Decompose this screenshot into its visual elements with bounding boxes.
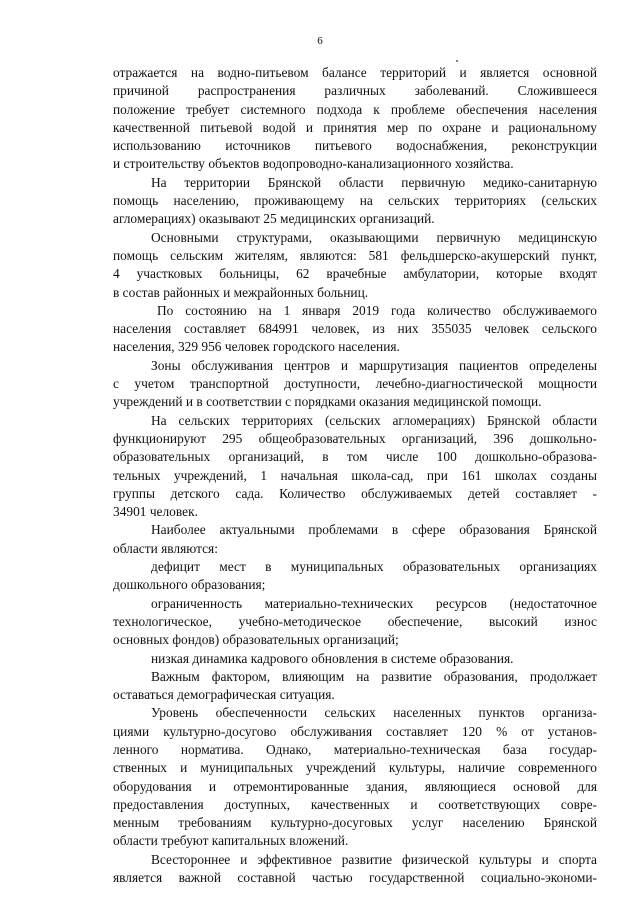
text-line: По состоянию на 1 января 2019 года количество обслуживаемого [157,302,597,318]
text-line: Наиболее актуальными проблемами в сфере образования Брянской [151,522,597,538]
text-line: 34901 человек. [113,504,198,520]
text-line: населения, 329 956 человек городского населения. [113,339,400,355]
text-line: Уровень обеспеченности сельских населенных пунктов организа- [151,705,597,721]
text-line: 4 участковых больницы, 62 врачебные амбулатории, которые входят [113,266,597,282]
scan-artifact-dot [456,60,458,62]
text-line: Основными структурами, оказывающими первичную медицинскую [151,229,597,245]
text-line: предоставления доступных, качественных и соответствующих совре- [113,796,597,812]
text-line: и строительству объектов водопроводно-канализационного хозяйства. [113,156,514,172]
text-line: причиной распространения различных заболеваний. Сложившееся [113,83,597,99]
text-line: образовательных организаций, в том числе 100 дошкольно-образова- [113,449,597,465]
text-line: области являются: [113,540,218,556]
text-line: помощь сельским жителям, являются: 581 фельдшерско-акушерский пункт, [113,247,597,263]
text-line: ограниченность материально-технических ресурсов (недостаточное [151,595,597,611]
page-number: 6 [317,35,323,47]
text-line: группы детского сада. Количество обслуживаемых детей составляет - [113,485,597,501]
text-line: в состав районных и межрайонных больниц. [113,284,369,300]
text-line: низкая динамика кадрового обновления в системе образования. [151,650,514,666]
text-line: ственных и муниципальных учреждений культуры, наличие современного [113,760,597,776]
text-line: На территории Брянской области первичную медико-санитарную [151,174,597,190]
text-line: использованию источников питьевого водоснабжения, реконструкции [113,138,597,154]
text-line: помощь населению, проживающему на сельских территориях (сельских [113,193,597,209]
text-line: Важным фактором, влияющим на развитие образования, продолжает [151,668,597,684]
text-line: циями культурно-досугово обслуживания составляет 120 % от установ- [113,723,597,739]
document-body [113,64,597,887]
text-line: дефицит мест в муниципальных образовательных организациях [151,559,597,575]
text-line: дошкольного образования; [113,577,266,593]
text-line: качественной питьевой водой и принятия мер по охране и рациональному [113,119,597,135]
text-line: менным требованиям культурно-досуговых услуг населению Брянской [113,815,597,831]
text-line: отражается на водно-питьевом балансе территорий и является основной [113,65,597,80]
text-line: является важной составной частью государственной социально-экономи- [113,870,597,886]
text-line: Всестороннее и эффективное развитие физической культуры и спорта [151,851,597,867]
text-line: оборудования и отремонтированные здания, являющиеся основой для [113,778,597,794]
text-line: На сельских территориях (сельских агломерациях) Брянской области [151,412,597,428]
text-line: технологическое, учебно-методическое обеспечение, высокий износ [113,613,597,629]
text-line: Зоны обслуживания центров и маршрутизация пациентов определены [151,357,597,373]
text-line: учреждений и в соответствии с порядками оказания медицинской помощи. [113,394,542,410]
text-line: положение требует системного подхода к проблеме обеспечения населения [113,101,597,117]
text-line: ленного норматива. Однако, материально-техническая база государ- [113,741,597,757]
text-line: населения составляет 684991 человек, из них 355035 человек сельского [113,321,597,337]
text-line: функционируют 295 общеобразовательных организаций, 396 дошкольно- [113,430,597,446]
text-line: основных фондов) образовательных организаций; [113,632,399,648]
text-line: агломерациях) оказывают 25 медицинских организаций. [113,211,435,227]
text-line: оставаться демографическая ситуация. [113,687,335,703]
text-line: области требуют капитальных вложений. [113,833,349,849]
text-line: с учетом транспортной доступности, лечебно-диагностической мощности [113,376,597,392]
text-line: тельных учреждений, 1 начальная школа-сад, при 161 школах созданы [113,467,597,483]
